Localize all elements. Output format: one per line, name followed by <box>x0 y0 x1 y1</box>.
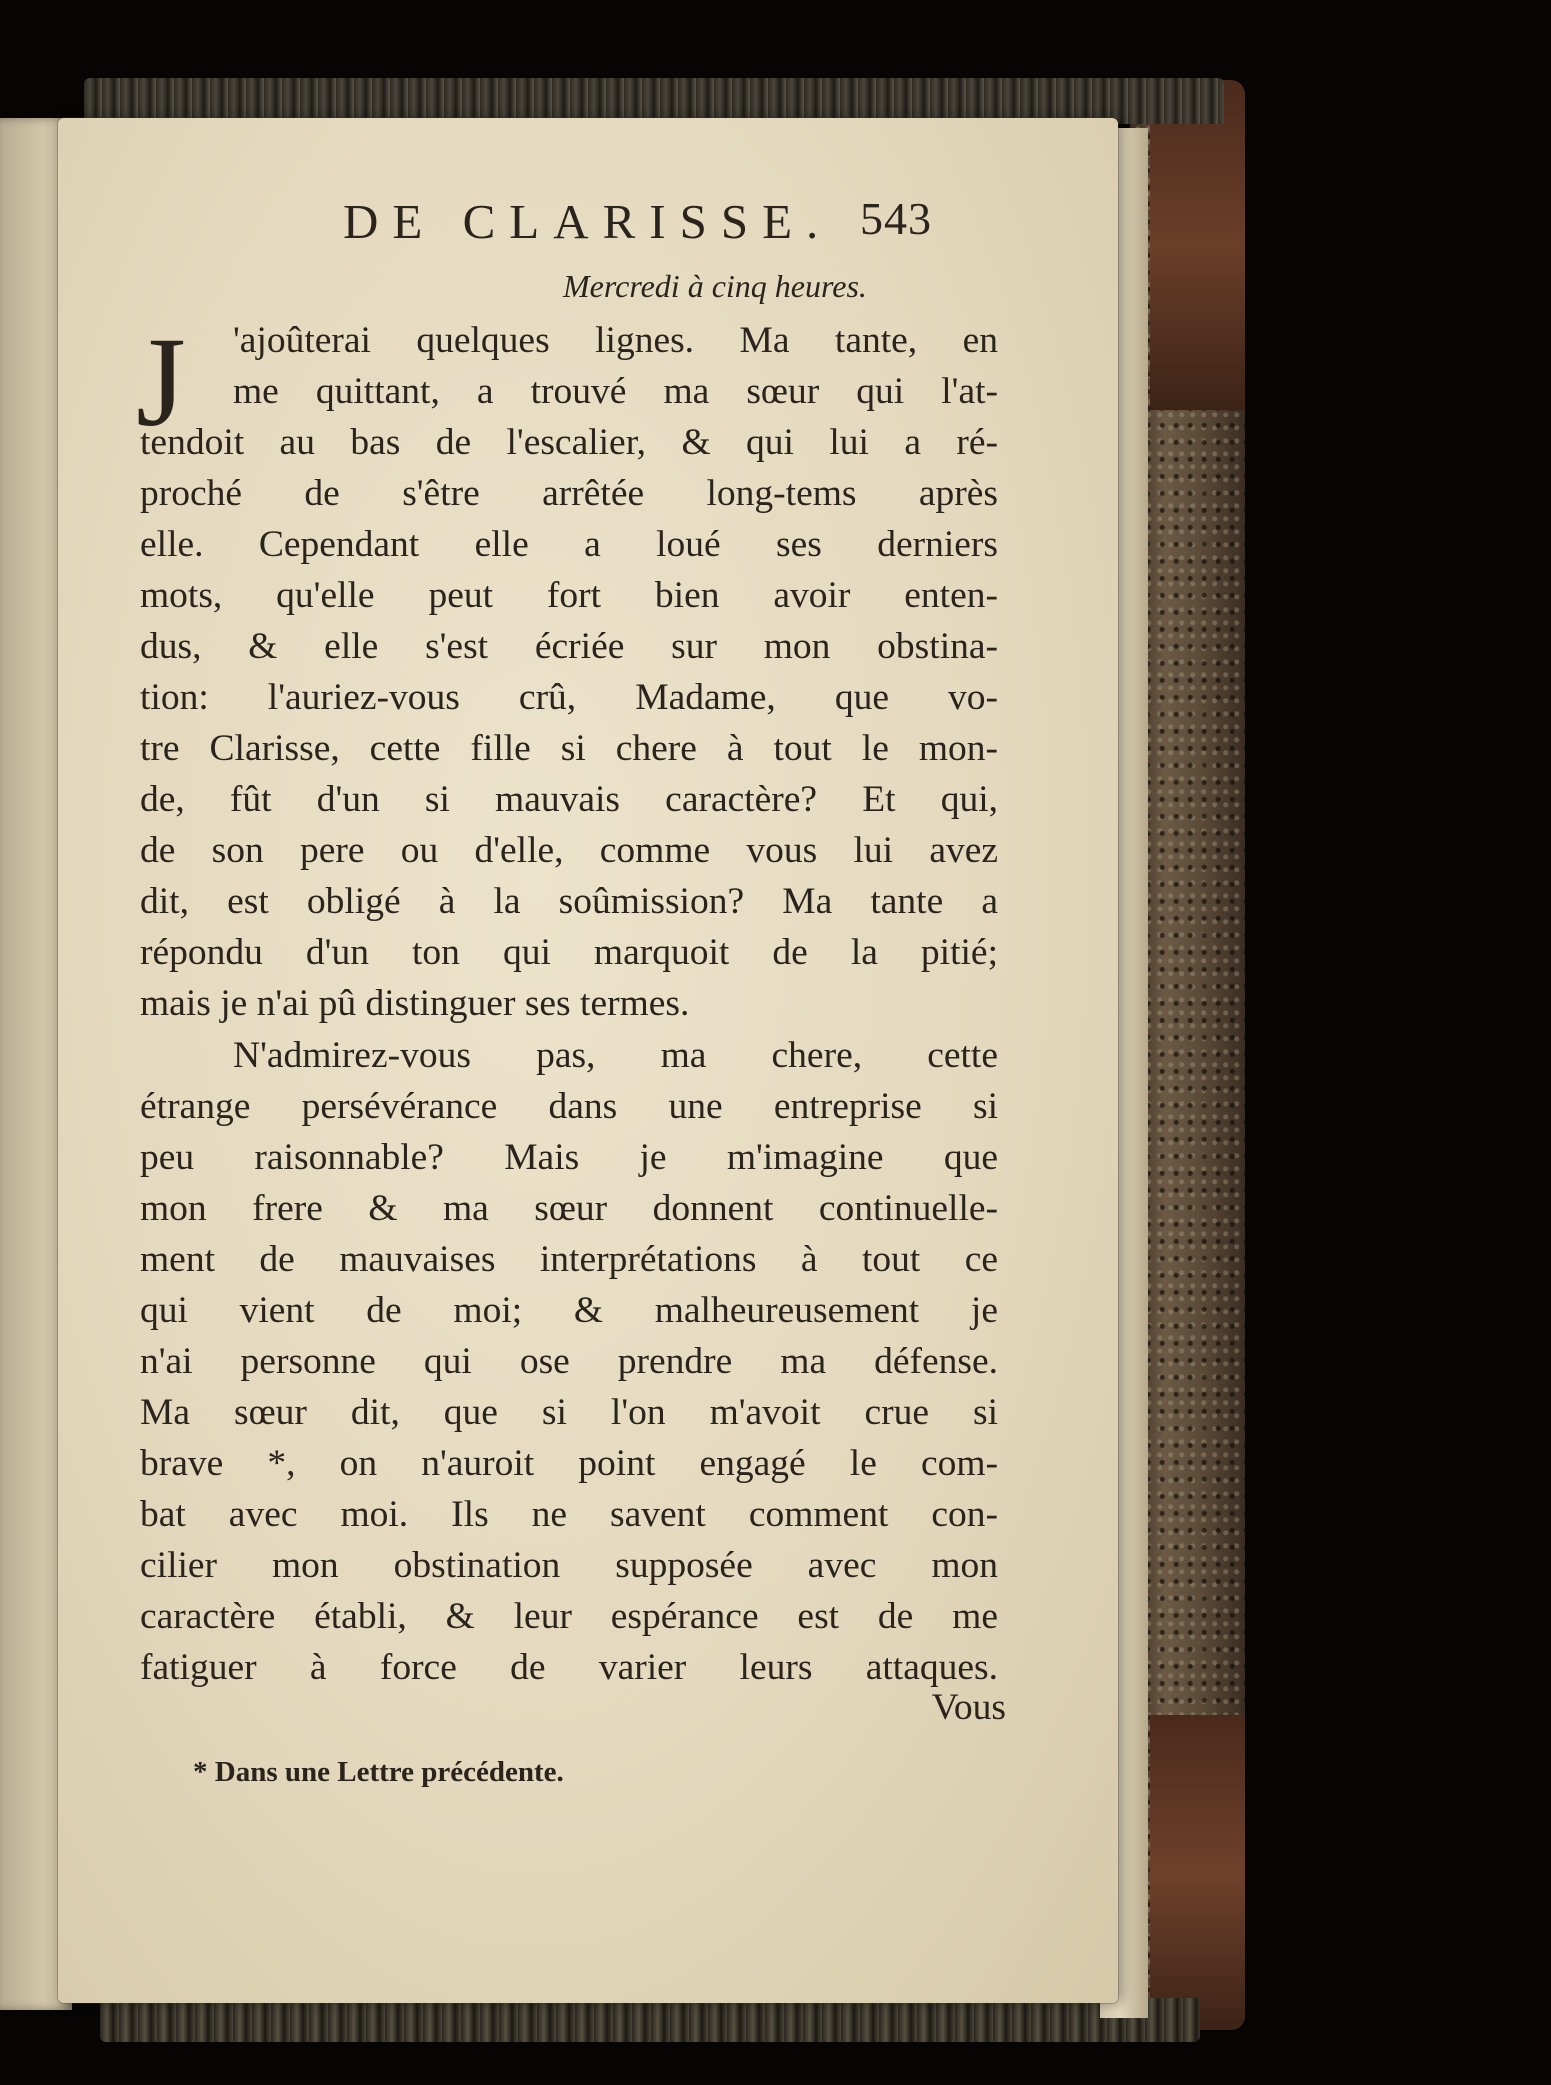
text-line: elle. Cependant elle a loué ses derniers <box>140 524 998 565</box>
text-line: mais je n'ai pû distinguer ses termes. <box>140 983 690 1024</box>
text-line: étrange persévérance dans une entreprise si <box>140 1086 998 1127</box>
text-line: proché de s'être arrêtée long-tems après <box>140 473 998 514</box>
spine-leather-top <box>1150 80 1245 410</box>
text-line: de son pere ou d'elle, comme vous lui avez <box>140 830 998 871</box>
text-line: n'ai personne qui ose prendre ma défense. <box>140 1341 998 1382</box>
text-line: répondu d'un ton qui marquoit de la pitié; <box>140 932 998 973</box>
text-line: brave *, on n'auroit point engagé le com- <box>140 1443 998 1484</box>
running-head: DE CLARISSE. <box>343 194 833 249</box>
text-line: N'admirez-vous pas, ma chere, cette <box>233 1035 998 1076</box>
text-line: dus, & elle s'est écriée sur mon obstina- <box>140 626 998 667</box>
text-line: bat avec moi. Ils ne savent comment con- <box>140 1494 998 1535</box>
text-line: de, fût d'un si mauvais caractère? Et qui, <box>140 779 998 820</box>
spine-leather-bottom <box>1150 1715 1245 2030</box>
text-line: Ma sœur dit, que si l'on m'avoit crue si <box>140 1392 998 1433</box>
text-line: qui vient de moi; & malheureusement je <box>140 1290 998 1331</box>
book-bottom-edge <box>100 1998 1200 2042</box>
catchword: Vous <box>931 1687 1006 1728</box>
footnote: * Dans une Lettre précédente. <box>193 1756 564 1788</box>
text-line: me quittant, a trouvé ma sœur qui l'at- <box>233 371 998 412</box>
text-line: peu raisonnable? Mais je m'imagine que <box>140 1137 998 1178</box>
text-line: caractère établi, & leur espérance est de me <box>140 1596 998 1637</box>
text-line: tre Clarisse, cette fille si chere à tout le mon- <box>140 728 998 769</box>
drop-cap: J <box>136 311 186 453</box>
text-line: cilier mon obstination supposée avec mon <box>140 1545 998 1586</box>
text-line: tendoit au bas de l'escalier, & qui lui a ré- <box>140 422 998 463</box>
text-line: dit, est obligé à la soûmission? Ma tante a <box>140 881 998 922</box>
dateline: Mercredi à cinq heures. <box>563 268 867 304</box>
page-number: 543 <box>860 193 932 244</box>
text-line: ment de mauvaises interprétations à tout ce <box>140 1239 998 1280</box>
text-line: mots, qu'elle peut fort bien avoir enten- <box>140 575 998 616</box>
text-line: fatiguer à force de varier leurs attaques. <box>140 1647 998 1688</box>
text-line: tion: l'auriez-vous crû, Madame, que vo- <box>140 677 998 718</box>
text-line: 'ajoûterai quelques lignes. Ma tante, en <box>233 320 998 361</box>
book-page <box>58 118 1118 2003</box>
text-line: mon frere & ma sœur donnent continuelle- <box>140 1188 998 1229</box>
